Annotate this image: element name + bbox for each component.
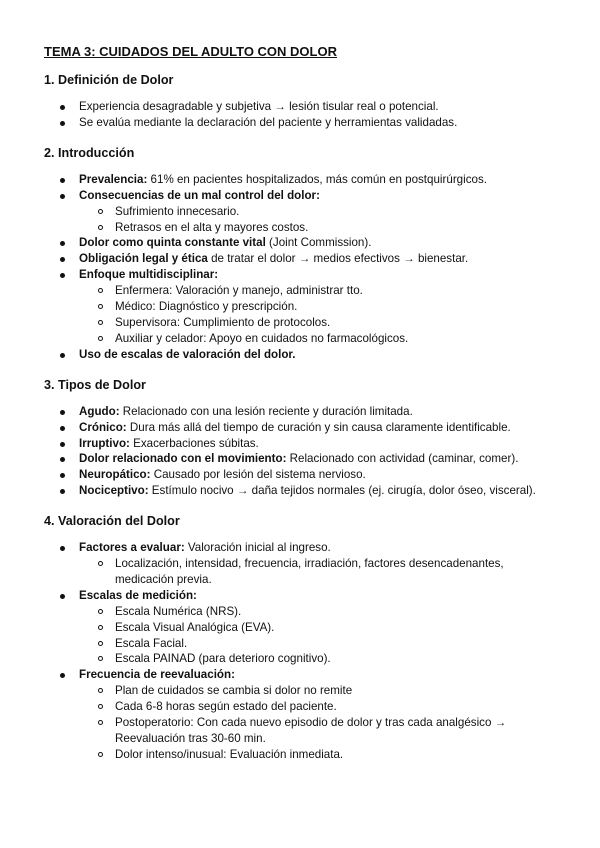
list-item: [44, 436, 556, 452]
bullet-dot-icon: [60, 426, 65, 431]
bullet-dot-icon: [60, 673, 65, 678]
bullet-dot-icon: [60, 546, 65, 551]
bullet-list: [44, 99, 556, 131]
item-label: Agudo:: [79, 404, 120, 418]
list-item: [44, 588, 556, 668]
sub-item-text: Escala Numérica (NRS).: [115, 604, 242, 618]
item-label: Prevalencia:: [79, 172, 148, 186]
list-item: [44, 420, 556, 436]
sub-list-item: [44, 715, 556, 747]
list-item: [44, 172, 556, 188]
bullet-dot-icon: [60, 410, 65, 415]
bullet-list: [44, 540, 556, 763]
section-heading: 2. Introducción: [44, 145, 135, 160]
list-item: [44, 99, 556, 115]
bullet-circle-icon: [98, 704, 103, 709]
sub-list-item: [44, 620, 556, 636]
bullet-circle-icon: [98, 752, 103, 757]
bullet-circle-icon: [98, 288, 103, 293]
sub-item-text: Escala PAINAD (para deterioro cognitivo).: [115, 652, 331, 666]
document-content: [44, 73, 556, 763]
sub-list: [79, 204, 556, 236]
sub-list-item: [44, 299, 556, 315]
sub-list-item: [44, 556, 556, 588]
bullet-list: [44, 172, 556, 363]
bullet-dot-icon: [60, 178, 65, 183]
sub-list-item: [44, 699, 556, 715]
list-item: [44, 483, 556, 499]
section-heading: 4. Valoración del Dolor: [44, 514, 180, 529]
sub-item-text: Localización, intensidad, frecuencia, irradiación, factores desencadenantes, medicación previa.: [115, 557, 504, 586]
sub-list: [79, 556, 556, 588]
item-label: Obligación legal y ética: [79, 252, 208, 266]
bullet-dot-icon: [60, 241, 65, 246]
sub-list-item: [44, 604, 556, 620]
sub-list-item: [44, 683, 556, 699]
bullet-circle-icon: [98, 625, 103, 630]
sub-item-text: Plan de cuidados se cambia si dolor no remite: [115, 684, 353, 698]
sub-list-item: [44, 283, 556, 299]
item-text: Dura más allá del tiempo de curación y sin causa claramente identificable.: [126, 420, 511, 434]
section-heading: 1. Definición de Dolor: [44, 73, 174, 87]
bullet-circle-icon: [98, 320, 103, 325]
sub-item-text: Supervisora: Cumplimiento de protocolos.: [115, 315, 331, 329]
bullet-circle-icon: [98, 304, 103, 309]
sub-list-item: [44, 636, 556, 652]
sub-item-text: Auxiliar y celador: Apoyo en cuidados no farmacológicos.: [115, 331, 409, 345]
bullet-circle-icon: [98, 561, 103, 566]
bullet-list: [44, 404, 556, 499]
item-label: Enfoque multidisciplinar:: [79, 268, 219, 282]
item-text: (Joint Commission).: [265, 236, 372, 250]
list-item: [44, 267, 556, 347]
list-item: [44, 404, 556, 420]
bullet-dot-icon: [60, 273, 65, 278]
bullet-dot-icon: [60, 121, 65, 126]
sub-list-item: [44, 747, 556, 763]
item-text: Se evalúa mediante la declaración del paciente y herramientas validadas.: [79, 115, 458, 129]
list-item: [44, 347, 556, 363]
list-item: [44, 235, 556, 251]
bullet-circle-icon: [98, 336, 103, 341]
item-label: Frecuencia de reevaluación:: [79, 668, 235, 682]
item-text: Causado por lesión del sistema nervioso.: [150, 468, 366, 482]
sub-item-text: Escala Facial.: [115, 636, 188, 650]
sub-list: [79, 604, 556, 668]
bullet-dot-icon: [60, 353, 65, 358]
item-label: Uso de escalas de valoración del dolor.: [79, 347, 296, 361]
list-item: [44, 540, 556, 588]
sub-list-item: [44, 331, 556, 347]
section-heading: 3. Tipos de Dolor: [44, 377, 146, 392]
sub-list-item: [44, 220, 556, 236]
sub-list-item: [44, 204, 556, 220]
bullet-dot-icon: [60, 105, 65, 110]
item-label: Neuropático:: [79, 468, 151, 482]
sub-item-text: Retrasos en el alta y mayores costos.: [115, 220, 309, 234]
item-label: Dolor relacionado con el movimiento:: [79, 452, 287, 466]
sub-list: [79, 683, 556, 763]
bullet-circle-icon: [98, 688, 103, 693]
sub-item-text: Escala Visual Analógica (EVA).: [115, 620, 275, 634]
bullet-dot-icon: [60, 594, 65, 599]
item-label: Irruptivo:: [79, 436, 130, 450]
bullet-circle-icon: [98, 656, 103, 661]
sub-item-text: Dolor intenso/inusual: Evaluación inmediata.: [115, 747, 344, 761]
list-item: [44, 115, 556, 131]
list-item: [44, 251, 556, 267]
bullet-circle-icon: [98, 720, 103, 725]
sub-item-text: Postoperatorio: Con cada nuevo episodio de dolor y tras cada analgésico → Reevaluación tras 30-60 min.: [115, 716, 507, 745]
sub-item-text: Enfermera: Valoración y manejo, administrar tto.: [115, 284, 363, 298]
item-text: 61% en pacientes hospitalizados, más común en postquirúrgicos.: [147, 172, 487, 186]
item-text: Relacionado con actividad (caminar, comer).: [286, 452, 519, 466]
document-title: TEMA 3: CUIDADOS DEL ADULTO CON DOLOR: [44, 44, 337, 59]
bullet-dot-icon: [60, 473, 65, 478]
sub-list-item: [44, 315, 556, 331]
bullet-circle-icon: [98, 209, 103, 214]
list-item: [44, 667, 556, 762]
item-label: Consecuencias de un mal control del dolor:: [79, 188, 320, 202]
list-item: [44, 188, 556, 236]
bullet-dot-icon: [60, 457, 65, 462]
sub-list: [79, 283, 556, 347]
item-label: Dolor como quinta constante vital: [79, 236, 266, 250]
sub-list-item: [44, 651, 556, 667]
item-text: Estímulo nocivo → daña tejidos normales (ej. cirugía, dolor óseo, visceral).: [148, 484, 536, 498]
bullet-dot-icon: [60, 257, 65, 262]
item-text: de tratar el dolor → medios efectivos → bienestar.: [207, 252, 469, 266]
bullet-circle-icon: [98, 641, 103, 646]
item-text: Relacionado con una lesión reciente y duración limitada.: [119, 404, 413, 418]
item-text: Valoración inicial al ingreso.: [184, 541, 331, 555]
item-label: Crónico:: [79, 420, 127, 434]
bullet-circle-icon: [98, 609, 103, 614]
sub-item-text: Sufrimiento innecesario.: [115, 204, 240, 218]
item-text: Experiencia desagradable y subjetiva → lesión tisular real o potencial.: [79, 100, 439, 113]
bullet-circle-icon: [98, 225, 103, 230]
bullet-dot-icon: [60, 489, 65, 494]
list-item: [44, 451, 556, 467]
bullet-dot-icon: [60, 442, 65, 447]
list-item: [44, 467, 556, 483]
item-text: Exacerbaciones súbitas.: [129, 436, 259, 450]
item-label: Escalas de medición:: [79, 588, 197, 602]
item-label: Factores a evaluar:: [79, 541, 185, 555]
item-label: Nociceptivo:: [79, 484, 149, 498]
sub-item-text: Médico: Diagnóstico y prescripción.: [115, 300, 298, 314]
bullet-dot-icon: [60, 194, 65, 199]
sub-item-text: Cada 6-8 horas según estado del paciente.: [115, 700, 337, 714]
